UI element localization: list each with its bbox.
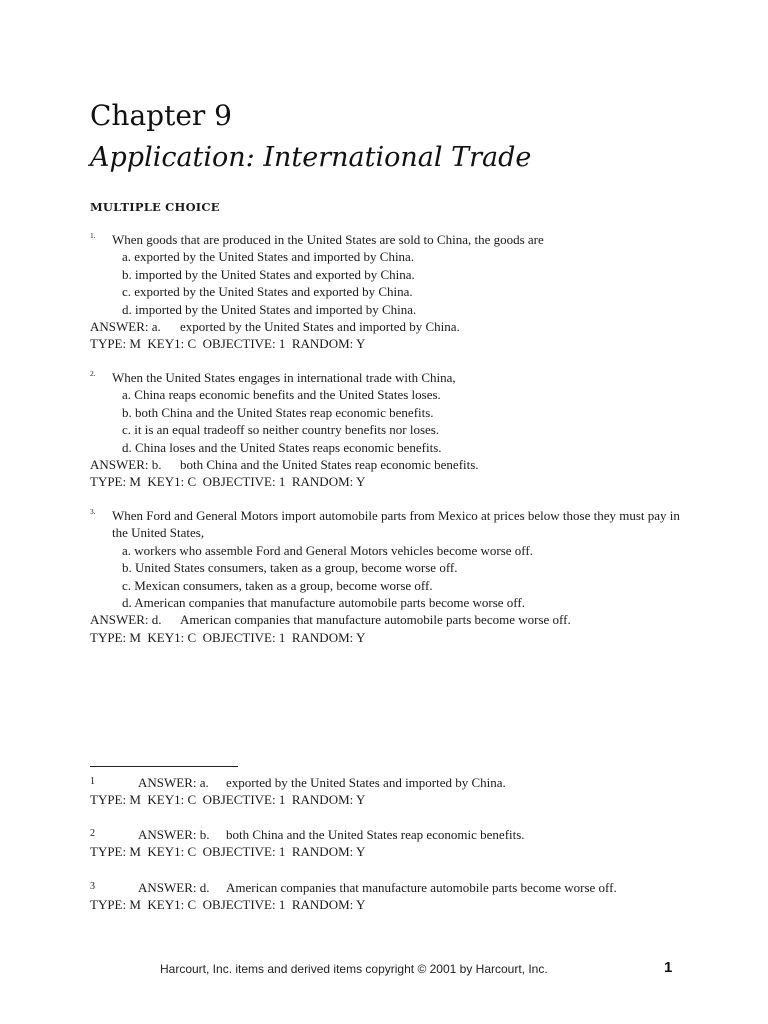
option-c: c. exported by the United States and exported by China.	[122, 284, 413, 300]
option-c: c. it is an equal tradeoff so neither country benefits nor loses.	[122, 422, 440, 438]
footnote-meta: TYPE: M KEY1: C OBJECTIVE: 1 RANDOM: Y	[90, 844, 366, 860]
meta-line: TYPE: M KEY1: C OBJECTIVE: 1 RANDOM: Y	[90, 336, 366, 352]
question-2	[90, 369, 690, 491]
footnote-number: 3	[90, 881, 95, 892]
footnote-answer-key: ANSWER: a.	[138, 775, 209, 790]
option-d: d. imported by the United States and imported by China.	[122, 301, 417, 317]
option-b: b. United States consumers, taken as a group, become worse off.	[122, 560, 458, 576]
question-marker: 1.	[90, 231, 96, 240]
option-c: c. Mexican consumers, taken as a group, become worse off.	[122, 577, 433, 593]
answer-line	[90, 318, 690, 335]
footnote-answer-text: exported by the United States and imported by China.	[226, 775, 506, 790]
answer-text: exported by the United States and imported by China.	[180, 319, 460, 335]
option-d: d. China loses and the United States reaps economic benefits.	[122, 439, 442, 455]
footnote-3	[90, 878, 710, 914]
footnote-2	[90, 825, 710, 861]
answer-key: ANSWER: b.	[90, 457, 162, 473]
footnote-meta: TYPE: M KEY1: C OBJECTIVE: 1 RANDOM: Y	[90, 897, 366, 913]
question-stem	[90, 369, 690, 386]
answer-text: both China and the United States reap economic benefits.	[180, 457, 479, 473]
question-1	[90, 231, 690, 353]
question-stem-text: When Ford and General Motors import automobile parts from Mexico at prices below those they must pay in the United States,	[112, 508, 680, 541]
footnote-answer-text: both China and the United States reap economic benefits.	[226, 827, 525, 842]
option-a: a. China reaps economic benefits and the United States loses.	[122, 387, 441, 403]
option-d: d. American companies that manufacture automobile parts become worse off.	[122, 595, 525, 611]
footer-copyright: Harcourt, Inc. items and derived items copyright © 2001 by Harcourt, Inc.	[160, 962, 548, 976]
section-heading: MULTIPLE CHOICE	[90, 200, 220, 214]
answer-line	[90, 456, 690, 473]
question-stem-text: When the United States engages in international trade with China,	[112, 370, 456, 385]
footnote-meta: TYPE: M KEY1: C OBJECTIVE: 1 RANDOM: Y	[90, 792, 366, 808]
footnote-answer-key: ANSWER: d.	[138, 880, 210, 895]
question-3	[90, 507, 690, 646]
question-marker: 2.	[90, 369, 96, 378]
footnote-answer-line	[90, 773, 710, 791]
meta-line: TYPE: M KEY1: C OBJECTIVE: 1 RANDOM: Y	[90, 474, 366, 490]
page-number: 1	[664, 959, 673, 976]
chapter-title: Application: International Trade	[90, 142, 532, 173]
question-stem	[90, 507, 690, 542]
option-a: a. exported by the United States and imported by China.	[122, 249, 415, 265]
answer-key: ANSWER: a.	[90, 319, 161, 335]
chapter-number: Chapter 9	[90, 99, 232, 132]
footnote-answer-line	[90, 878, 710, 896]
footnote-divider	[90, 766, 238, 767]
footnote-answer-text: American companies that manufacture automobile parts become worse off.	[226, 880, 617, 895]
footnote-number: 2	[90, 828, 95, 839]
answer-key: ANSWER: d.	[90, 612, 162, 628]
option-b: b. imported by the United States and exported by China.	[122, 266, 415, 282]
question-stem	[90, 231, 690, 248]
footnote-answer-key: ANSWER: b.	[138, 827, 210, 842]
option-a: a. workers who assemble Ford and General Motors vehicles become worse off.	[122, 542, 533, 558]
footnote-number: 1	[90, 776, 95, 787]
answer-text: American companies that manufacture automobile parts become worse off.	[180, 612, 571, 628]
question-stem-text: When goods that are produced in the United States are sold to China, the goods are	[112, 232, 544, 247]
answer-line	[90, 611, 690, 628]
footnote-1	[90, 773, 710, 809]
question-marker: 3.	[90, 507, 96, 516]
footnote-answer-line	[90, 825, 710, 843]
option-b: b. both China and the United States reap economic benefits.	[122, 404, 434, 420]
meta-line: TYPE: M KEY1: C OBJECTIVE: 1 RANDOM: Y	[90, 629, 366, 645]
